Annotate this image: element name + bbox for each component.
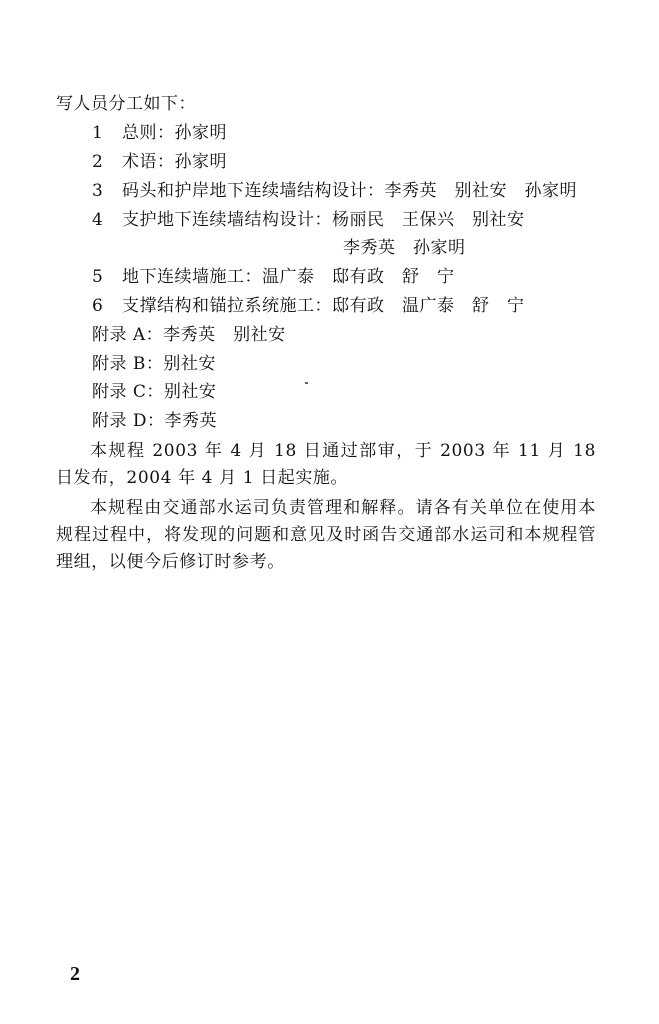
item-2 (92, 150, 227, 174)
item-number: 4 (92, 210, 104, 230)
page-number: 2 (70, 963, 80, 985)
appendix-c: 附录 C：别社安 (92, 382, 217, 402)
paragraph-release-date: 本规程 2003 年 4 月 18 日通过部审，于 2003 年 11 月 18 日发布，2004 年 4 月 1 日起实施。 (56, 441, 596, 488)
appendix-d: 附录 D：李秀英 (92, 411, 218, 431)
appendix-b: 附录 B：别社安 (92, 354, 216, 374)
item-number: 1 (92, 123, 104, 143)
item-number: 5 (92, 267, 104, 287)
item-text: 支撑结构和锚拉系统施工：邸有政 温广泰 舒 宁 (122, 296, 525, 316)
item-4 (92, 208, 525, 232)
item-text: 支护地下连续墙结构设计：杨丽民 王保兴 别社安 (122, 210, 525, 230)
scan-speck (305, 382, 308, 384)
item-6 (92, 294, 525, 318)
item-text: 地下连续墙施工：温广泰 邸有政 舒 宁 (122, 267, 455, 287)
item-text: 码头和护岸地下连续墙结构设计：李秀英 别社安 孙家明 (122, 181, 577, 201)
paragraph-management: 本规程由交通部水运司负责管理和解释。请各有关单位在使用本规程过程中，将发现的问题和意见及时函告交通部水运司和本规程管理组，以便今后修订时参考。 (56, 498, 596, 572)
item-4-continuation (343, 236, 466, 260)
item-3 (92, 179, 577, 203)
item-5 (92, 265, 455, 289)
item-text: 总则：孙家明 (122, 123, 227, 143)
item-number: 3 (92, 181, 104, 201)
item-text: 李秀英 孙家明 (343, 238, 466, 258)
appendix-a: 附录 A：李秀英 别社安 (92, 325, 286, 345)
item-number: 6 (92, 296, 104, 316)
item-1 (92, 121, 227, 145)
intro-line: 写人员分工如下： (56, 94, 196, 114)
item-text: 术语：孙家明 (122, 152, 227, 172)
item-number: 2 (92, 152, 104, 172)
